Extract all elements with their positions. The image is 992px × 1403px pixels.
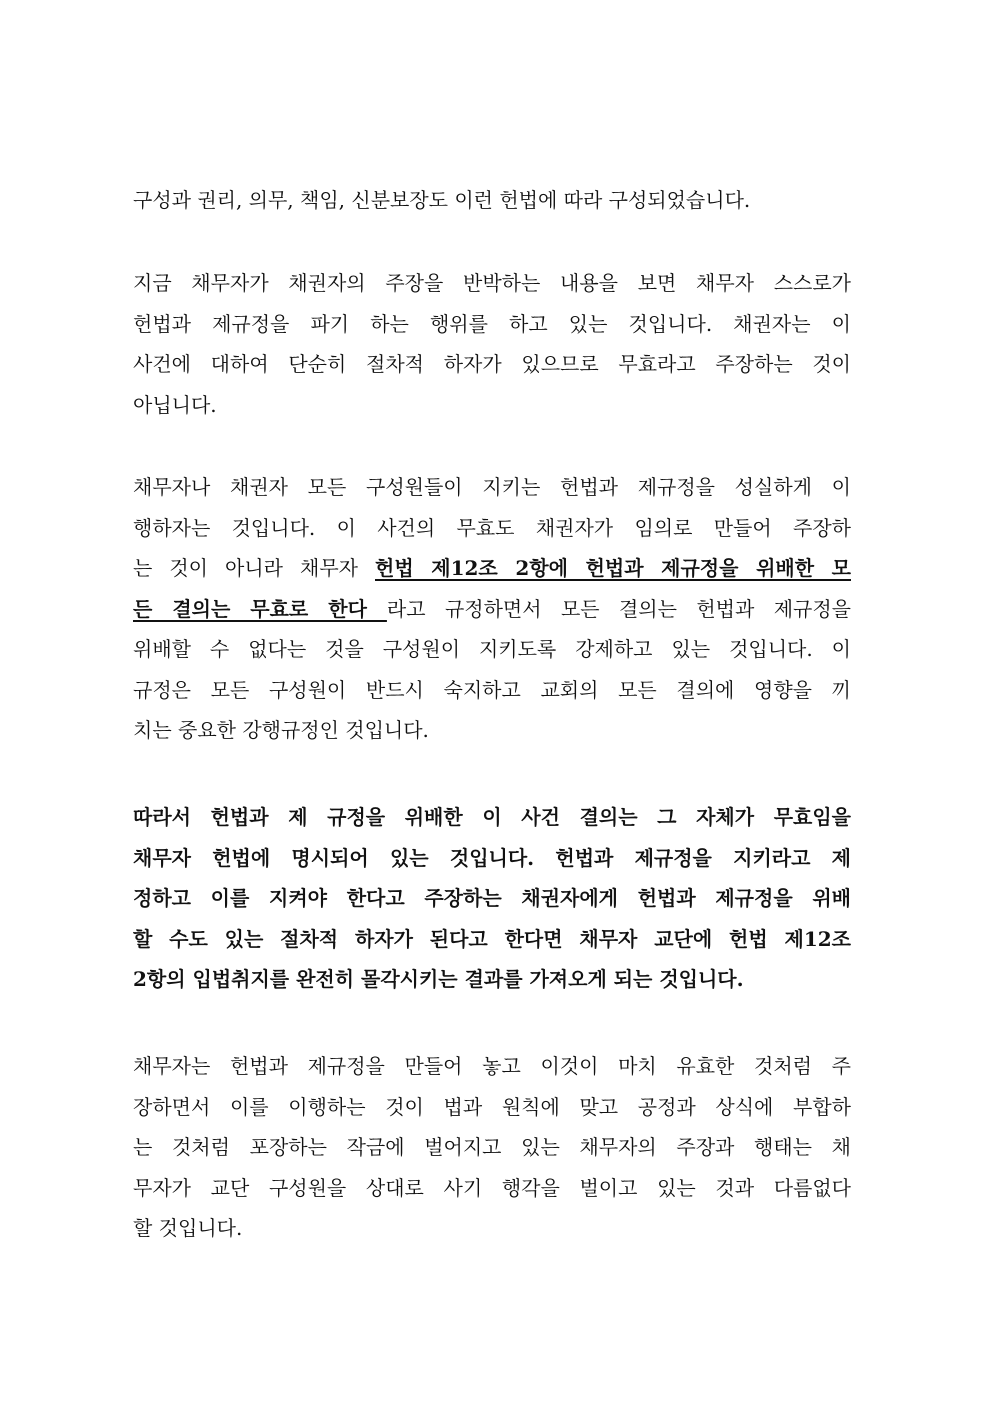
text-line: 지금 채무자가 채권자의 주장을 반박하는 내용을 보면 채무자 스스로가 — [133, 271, 851, 295]
underlined-clause: 헌법 제12조 2항에 헌법과 제규정을 위배한 모 — [375, 556, 851, 580]
paragraph-5 — [133, 1046, 851, 1249]
text-line: 사건에 대하여 단순히 절차적 하자가 있으므로 무효라고 주장하는 것이 — [133, 352, 851, 376]
paragraph-2 — [133, 263, 851, 425]
text-line: 할 것입니다. — [133, 1216, 243, 1240]
text-line: 채무자는 헌법과 제규정을 만들어 놓고 이것이 마치 유효한 것처럼 주 — [133, 1054, 851, 1078]
text-line: 치는 중요한 강행규정인 것입니다. — [133, 718, 429, 742]
text-line: 정하고 이를 지켜야 한다고 주장하는 채권자에게 헌법과 제규정을 위배 — [133, 886, 851, 910]
text-line: 규정은 모든 구성원이 반드시 숙지하고 교회의 모든 결의에 영향을 끼 — [133, 677, 851, 702]
text-line: 따라서 헌법과 제 규정을 위배한 이 사건 결의는 그 자체가 무효임을 — [133, 805, 851, 829]
text-line-with-underline — [133, 548, 851, 589]
text-line: 무자가 교단 구성원을 상대로 사기 행각을 벌이고 있는 것과 다름없다 — [133, 1175, 851, 1200]
text-line: 헌법과 제규정을 파기 하는 행위를 하고 있는 것입니다. 채권자는 이 — [133, 311, 851, 336]
text-line: 2항의 입법취지를 완전히 몰각시키는 결과를 가져오게 되는 것입니다. — [133, 967, 744, 991]
text-line: 아닙니다. — [133, 392, 217, 417]
text-line: 행하자는 것입니다. 이 사건의 무효도 채권자가 임의로 만들어 주장하 — [133, 515, 851, 540]
text-line-with-underline — [133, 589, 851, 630]
text-line: 채무자나 채권자 모든 구성원들이 지키는 헌법과 제규정을 성실하게 이 — [133, 475, 851, 499]
text-line: 장하면서 이를 이행하는 것이 법과 원칙에 맞고 공정과 상식에 부합하 — [133, 1094, 851, 1119]
underlined-clause: 든 결의는 무효로 한다 — [133, 596, 387, 621]
text-line: 위배할 수 없다는 것을 구성원이 지키도록 강제하고 있는 것입니다. 이 — [133, 637, 851, 661]
text-line: 는 것처럼 포장하는 작금에 벌어지고 있는 채무자의 주장과 행태는 채 — [133, 1135, 851, 1159]
text-line: 구성과 권리, 의무, 책임, 신분보장도 이런 헌법에 따라 구성되었습니다. — [133, 188, 751, 212]
text-span: 라고 규정하면서 모든 결의는 헌법과 제규정을 — [386, 596, 851, 621]
paragraph-3 — [133, 467, 851, 751]
text-span: 는 것이 아니라 채무자 — [133, 556, 375, 580]
paragraph-4-bold — [133, 797, 851, 1000]
text-line: 할 수도 있는 절차적 하자가 된다고 한다면 채무자 교단에 헌법 제12조 — [133, 926, 851, 951]
paragraph-1 — [133, 180, 851, 221]
text-line: 채무자 헌법에 명시되어 있는 것입니다. 헌법과 제규정을 지키라고 제 — [133, 845, 851, 870]
